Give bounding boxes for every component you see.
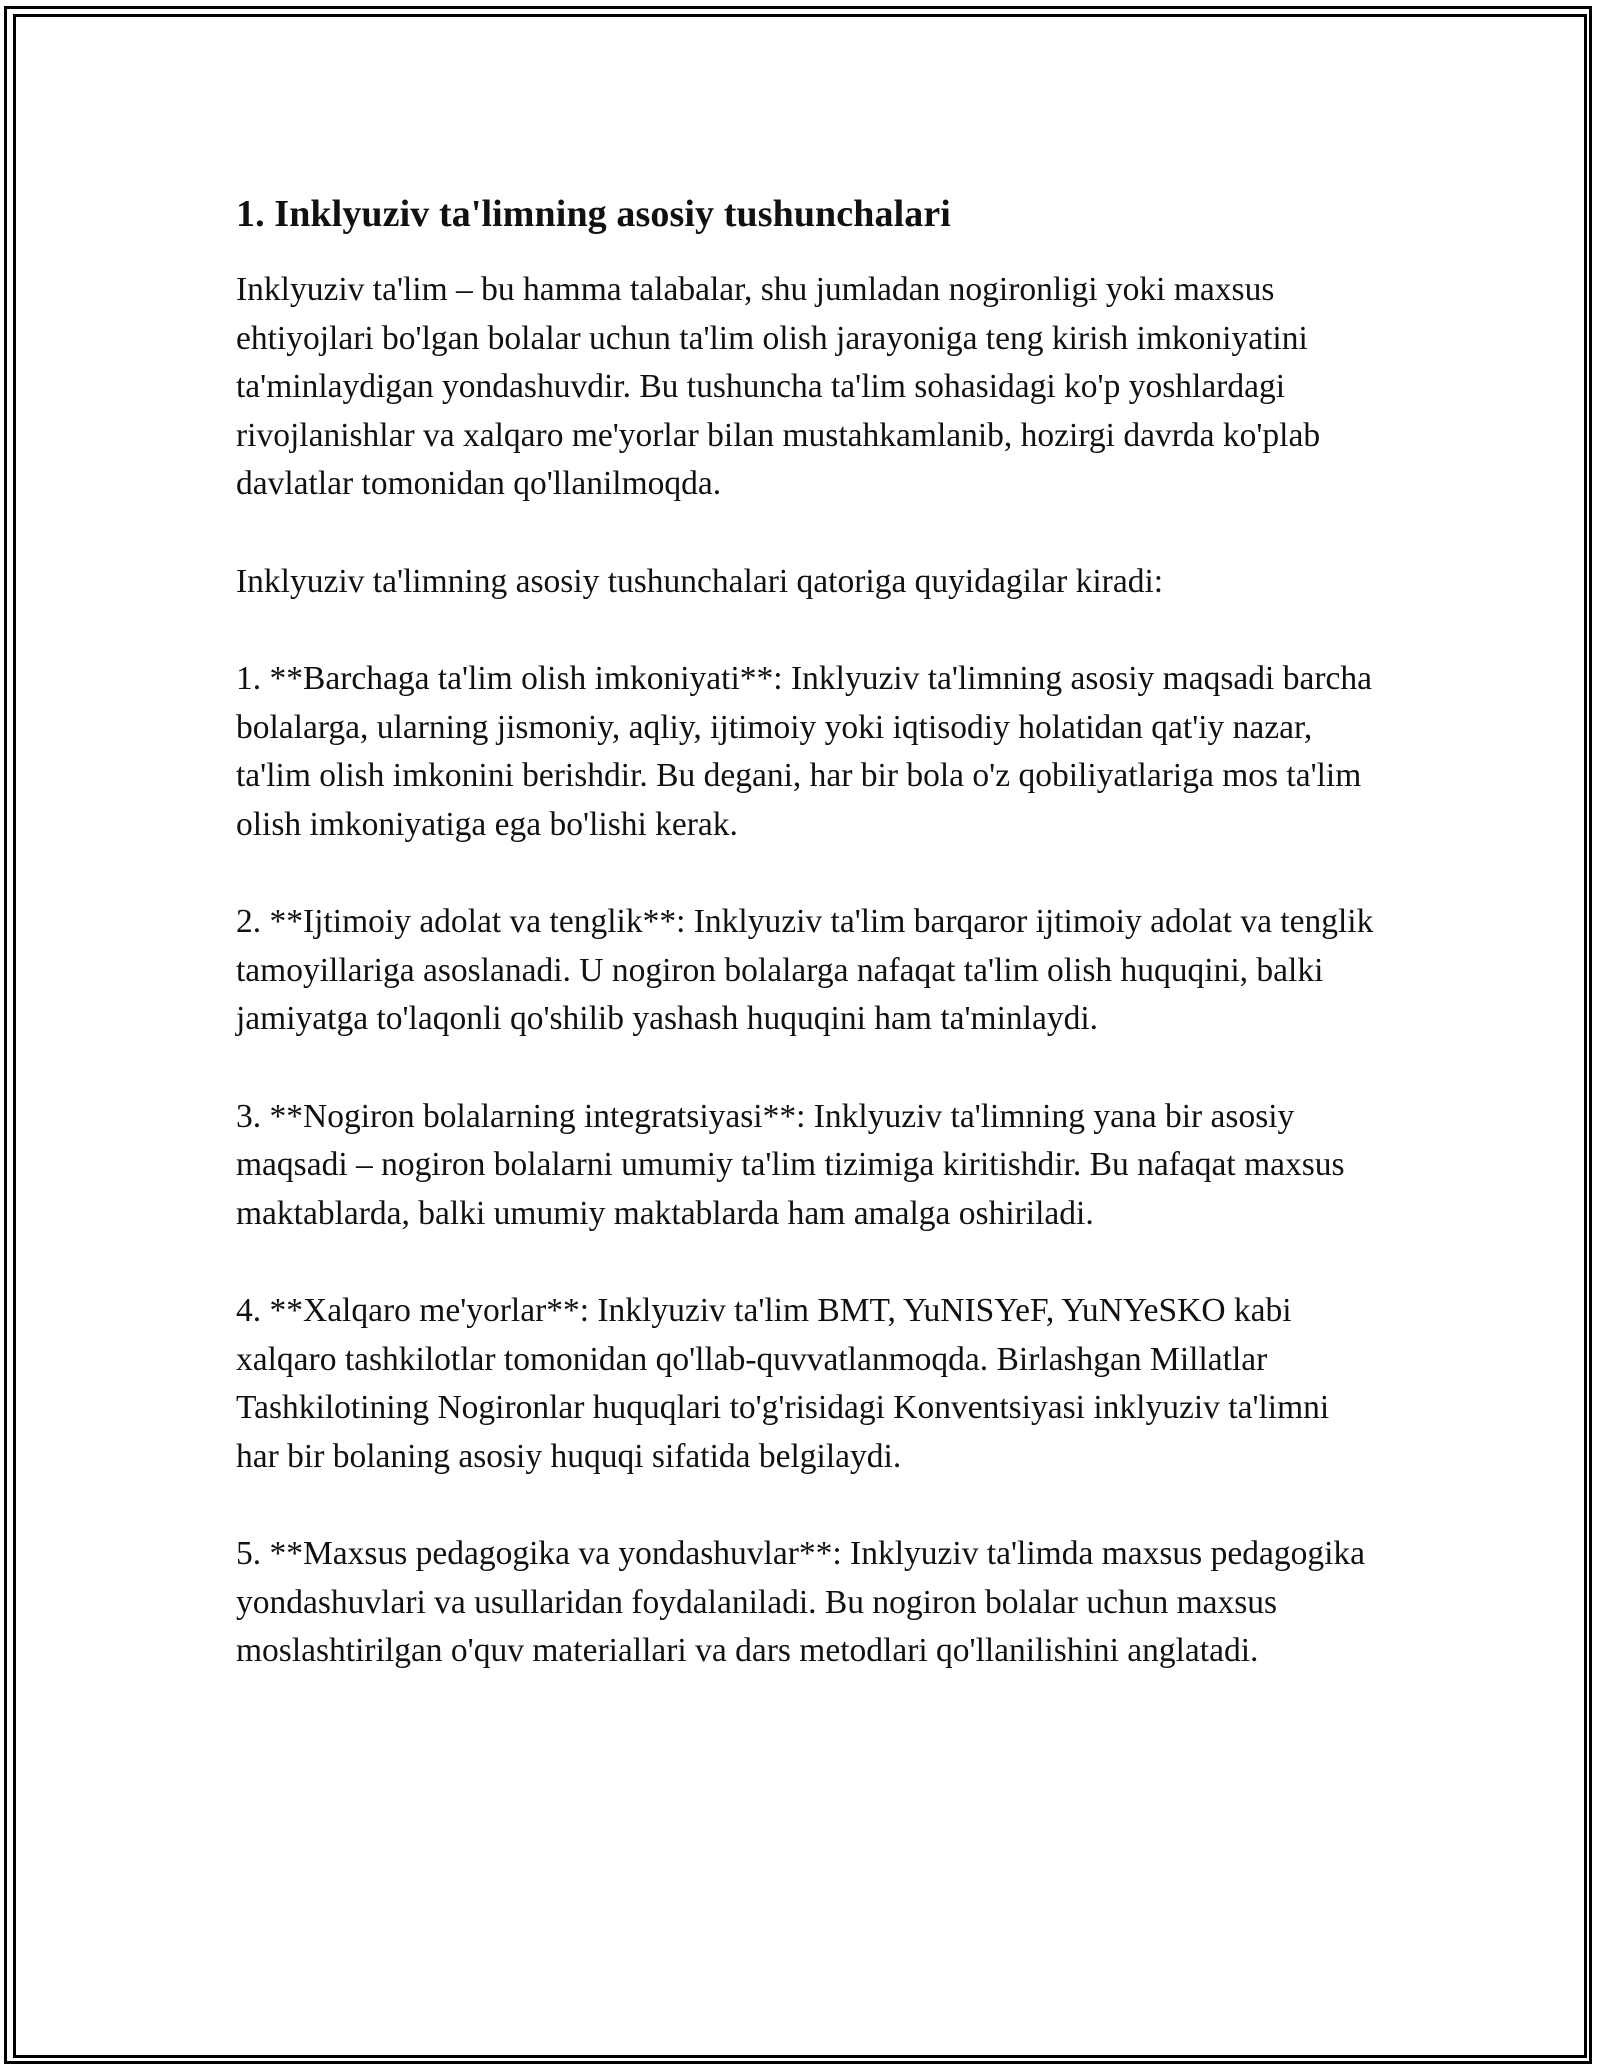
list-item-paragraph: 2. **Ijtimoiy adolat va tenglik**: Inklyuziv ta'lim barqaror ijtimoiy adolat va tenglik tamoyillariga asoslanadi. U nogiron bolalarga nafaqat ta'lim olish huquqini, balki jamiyatga to'laqonli qo'shilib yashash huquqini ham ta'minlaydi.	[236, 903, 1374, 1037]
list-intro-paragraph: Inklyuziv ta'limning asosiy tushunchalari qatoriga quyidagilar kiradi:	[236, 562, 1164, 600]
document-body	[236, 188, 1376, 1725]
document-title: 1. Inklyuziv ta'limning asosiy tushunchalari	[236, 193, 951, 235]
list-item-paragraph: 1. **Barchaga ta'lim olish imkoniyati**: Inklyuziv ta'limning asosiy maqsadi barcha bolalarga, ularning jismoniy, aqliy, ijtimoiy yoki iqtisodiy holatidan qat'iy nazar, ta'lim olish imkonini berishdir. Bu degani, har bir bola o'z qobiliyatlariga mos ta'lim olish imkoniyatiga ega bo'lishi kerak.	[236, 660, 1372, 843]
list-item-paragraph: 5. **Maxsus pedagogika va yondashuvlar**: Inklyuziv ta'limda maxsus pedagogika yondashuvlari va usullaridan foydalaniladi. Bu nogiron bolalar uchun maxsus moslashtirilgan o'quv materiallari va dars metodlari qo'llanilishini anglatadi.	[236, 1535, 1365, 1669]
list-item-paragraph: 4. **Xalqaro me'yorlar**: Inklyuziv ta'lim BMT, YuNISYeF, YuNYeSKO kabi xalqaro tashkilotlar tomonidan qo'llab-quvvatlanmoqda. Birlashgan Millatlar Tashkilotining Nogironlar huquqlari to'g'risidagi Konventsiyasi inklyuziv ta'limni har bir bolaning asosiy huquqi sifatida belgilaydi.	[236, 1292, 1330, 1475]
intro-paragraph: Inklyuziv ta'lim – bu hamma talabalar, shu jumladan nogironligi yoki maxsus ehtiyojlari bo'lgan bolalar uchun ta'lim olish jarayoniga teng kirish imkoniyatini ta'minlaydigan yondashuvdir. Bu tushuncha ta'lim sohasidagi ko'p yoshlardagi rivojlanishlar va xalqaro me'yorlar bilan mustahkamlanib, hozirgi davrda ko'plab davlatlar tomonidan qo'llanilmoqda.	[236, 271, 1321, 502]
list-item-paragraph: 3. **Nogiron bolalarning integratsiyasi**: Inklyuziv ta'limning yana bir asosiy maqsadi – nogiron bolalarni umumiy ta'lim tizimiga kiritishdir. Bu nafaqat maxsus maktablarda, balki umumiy maktablarda ham amalga oshiriladi.	[236, 1097, 1345, 1232]
